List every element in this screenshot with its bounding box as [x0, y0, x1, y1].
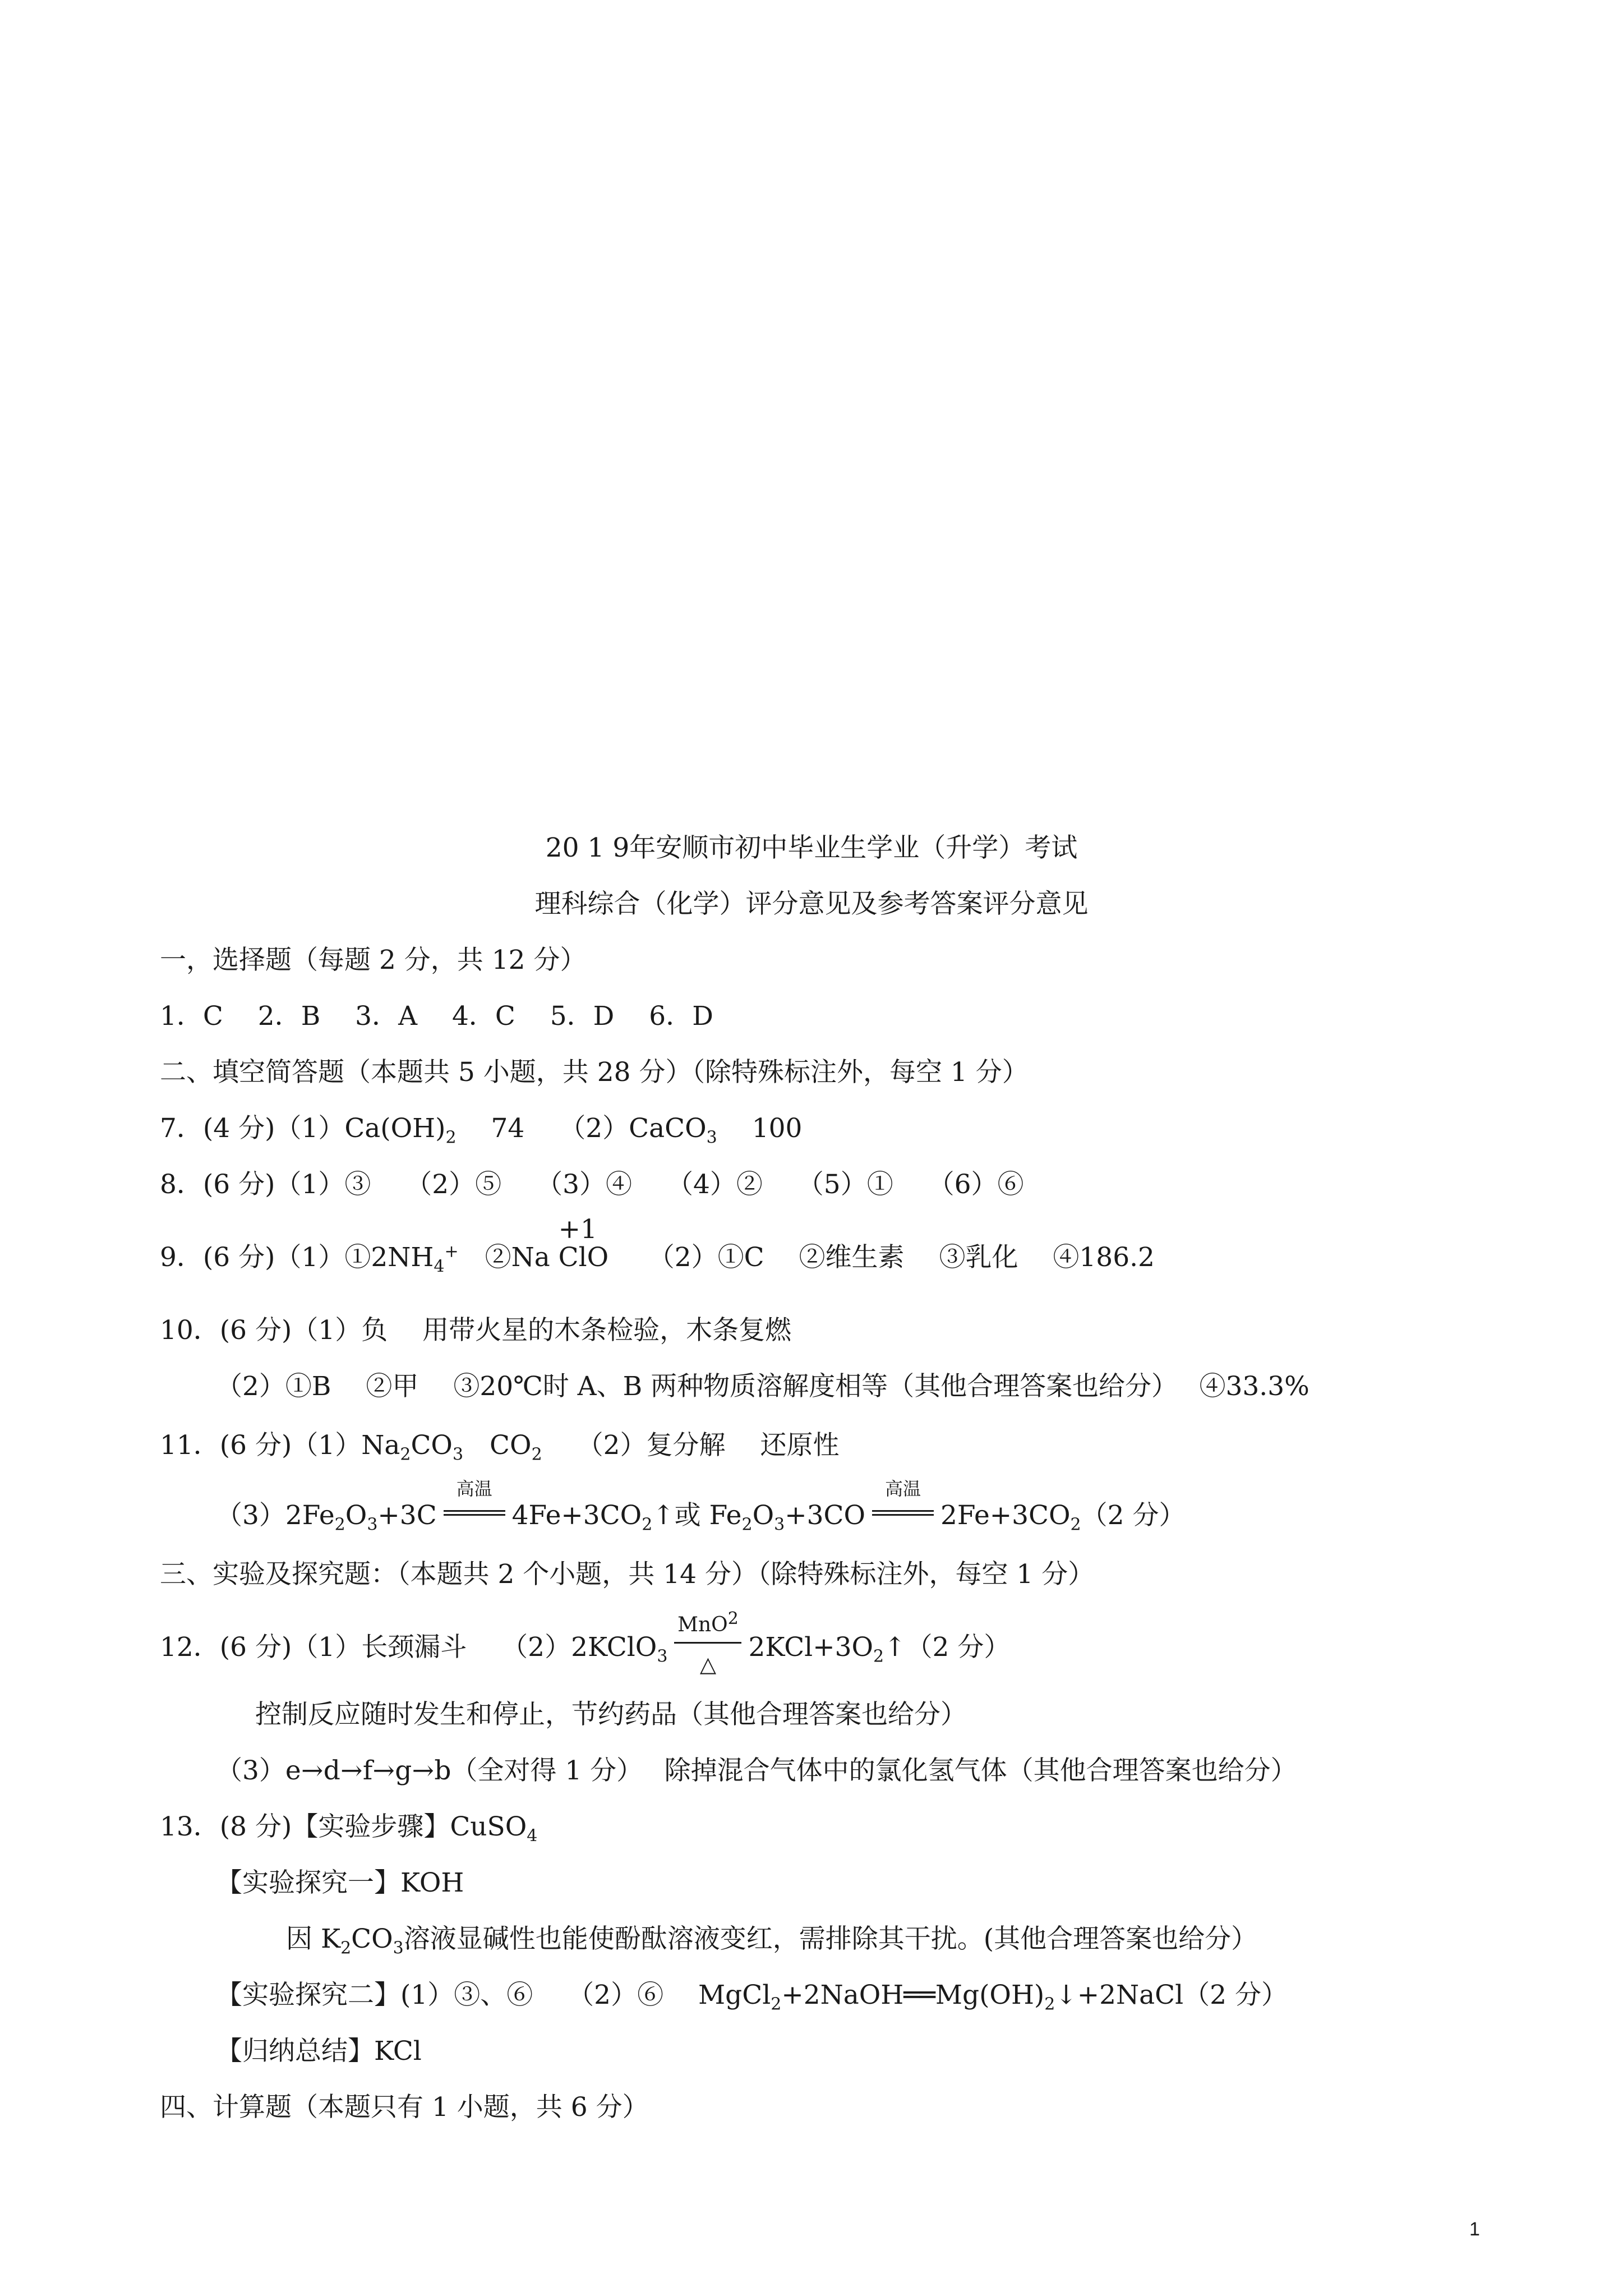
q12-part-b: 2KCl+3O	[748, 1632, 874, 1663]
arrow-icon: →	[412, 1755, 434, 1786]
q9-part-a: 9．(6 分)（1）①2NH	[160, 1242, 434, 1273]
reaction-condition-1	[444, 1478, 505, 1533]
section-3-heading: 三、实验及探究题：（本题共 2 个小题，共 14 分）（除特殊标注外，每空 1 分）	[160, 1559, 1095, 1590]
q9-cl-with-valence	[558, 1214, 597, 1274]
q13-line-3	[286, 1922, 1257, 1956]
q11-eq-f: O	[752, 1500, 774, 1531]
q11-eq-sub-4: 2	[741, 1515, 753, 1535]
q11-line-1	[160, 1429, 840, 1465]
double-line-1	[444, 1510, 505, 1516]
q13-line-4	[216, 1978, 1288, 2012]
exam-subtitle: 理科综合（化学）评分意见及参考答案评分意见	[534, 889, 1089, 919]
q11-eq-g: +3CO	[785, 1500, 865, 1531]
q12-part-a: 12．(6 分)（1）长颈漏斗 （2）2KClO	[160, 1632, 657, 1663]
q11-eq-a: （3）2Fe	[216, 1500, 335, 1531]
q9-answer	[160, 1214, 1155, 1277]
condition-heat: △	[699, 1652, 717, 1677]
q13c-b: CO	[351, 1924, 393, 1954]
section-1-answers: 1．C 2．B 3．A 4．C 5．D 6．D	[160, 1001, 713, 1032]
q9-sup: +	[444, 1241, 459, 1262]
q9-part-b: ②Na	[458, 1242, 559, 1273]
page-number: 1	[1469, 2219, 1480, 2240]
q11-eq-sub-3: 2	[642, 1515, 653, 1535]
q13-line-2: 【实验探究一】KOH	[216, 1867, 464, 1898]
q12c-e: b（全对得 1 分） 除掉混合气体中的氯化氢气体（其他合理答案也给分）	[434, 1755, 1297, 1786]
q10-line-2: （2）①B ②甲 ③20℃时 A、B 两种物质溶解度相等（其他合理答案也给分） ④33.3%	[216, 1371, 1310, 1402]
catalyst-formula: MnO	[677, 1613, 728, 1636]
q7-part-a: 7．(4 分)（1）Ca(OH)	[160, 1113, 446, 1144]
q11-eq-sub-2: 3	[367, 1515, 378, 1535]
arrow-icon: →	[340, 1755, 363, 1786]
arrow-icon: →	[301, 1755, 324, 1786]
single-line	[674, 1642, 741, 1644]
q11-part-c: CO	[463, 1430, 532, 1461]
q12-sub-1: 3	[657, 1646, 668, 1667]
q13d-sub-1: 2	[771, 1994, 782, 2014]
q13c-sub-1: 2	[340, 1938, 352, 1958]
q11-eq-sub-1: 2	[334, 1515, 345, 1535]
q12-sub-2: 2	[873, 1646, 884, 1667]
q11-sub-2: 3	[452, 1444, 464, 1465]
q12c-d: g	[395, 1755, 412, 1786]
q8-answer: 8．(6 分)（1）③ （2）⑤ （3）④ （4）② （5）① （6）⑥	[160, 1169, 1024, 1200]
q9-sub: 4	[434, 1257, 445, 1277]
q12c-c: f	[362, 1755, 373, 1786]
q7-answer	[160, 1112, 803, 1148]
q13c-c: 溶液显碱性也能使酚酞溶液变红，需排除其干扰。(其他合理答案也给分）	[403, 1924, 1258, 1954]
q13d-c: ↓+2NaCl（2 分）	[1055, 1980, 1288, 2010]
q11-part-d: （2）复分解 还原性	[542, 1430, 840, 1461]
q13c-a: 因 K	[286, 1924, 341, 1954]
q13d-a: 【实验探究二】(1）③、⑥ （2）⑥ MgCl	[216, 1980, 771, 2010]
q13d-sub-2: 2	[1044, 1994, 1055, 2014]
q11-eq-i: （2 分）	[1081, 1500, 1186, 1531]
catalyst-sup: 2	[727, 1609, 739, 1628]
arrow-icon: →	[372, 1755, 395, 1786]
q12c-b: d	[323, 1755, 340, 1786]
q13-line-5: 【归纳总结】KCl	[216, 2036, 422, 2067]
reaction-condition-2	[872, 1478, 934, 1533]
q13-line-1	[160, 1810, 537, 1844]
q11-eq-sub-6: 2	[1070, 1515, 1081, 1535]
q12-line-2: 控制反应随时发生和停止，节约药品（其他合理答案也给分）	[255, 1699, 967, 1730]
q11-line-2	[216, 1478, 1186, 1535]
q11-part-b: CO	[411, 1430, 453, 1461]
q9-valence: +1	[558, 1214, 597, 1245]
q12c-a: （3）e	[216, 1755, 301, 1786]
section-1-heading: 一，选择题（每题 2 分，共 12 分）	[160, 945, 587, 976]
condition-catalyst	[674, 1608, 741, 1642]
condition-high-temp-2: 高温	[884, 1478, 921, 1499]
q12-line-3	[216, 1754, 1297, 1788]
q11-sub-3: 2	[531, 1444, 542, 1465]
q13d-b: +2NaOH══Mg(OH)	[781, 1980, 1045, 2010]
q11-eq-sub-5: 3	[774, 1515, 785, 1535]
q12-part-c: ↑（2 分）	[884, 1632, 1011, 1663]
condition-high-temp-1: 高温	[456, 1478, 492, 1499]
q9-part-c: O （2）①C ②维生素 ③乳化 ④186.2	[587, 1242, 1155, 1273]
q11-eq-h: 2Fe+3CO	[940, 1500, 1071, 1531]
q11-eq-d: 4Fe+3CO	[511, 1500, 642, 1531]
q11-sub-1: 2	[400, 1444, 411, 1465]
section-4-heading: 四、计算题（本题只有 1 小题，共 6 分）	[160, 2092, 649, 2123]
q11-eq-c: +3C	[377, 1500, 437, 1531]
q7-part-b: 74 （2）CaCO	[456, 1113, 707, 1144]
q7-sub-2: 3	[706, 1128, 717, 1148]
q13a-sub: 4	[527, 1826, 538, 1846]
q9-cl: Cl	[558, 1242, 587, 1273]
q7-part-c: 100	[717, 1113, 803, 1144]
q11-part-a: 11．(6 分)（1）Na	[160, 1430, 400, 1461]
q12-line-1	[160, 1609, 1011, 1677]
q7-sub-1: 2	[445, 1128, 457, 1148]
q11-eq-b: O	[345, 1500, 367, 1531]
q13c-sub-2: 3	[393, 1938, 404, 1958]
q13a-text: 13．(8 分)【实验步骤】CuSO	[160, 1811, 527, 1842]
exam-title: 20 1 9年安顺市初中毕业生学业（升学）考试	[545, 832, 1078, 863]
q11-eq-e: ↑或 Fe	[652, 1500, 742, 1531]
q10-line-1: 10．(6 分)（1）负 用带火星的木条检验，木条复燃	[160, 1315, 792, 1346]
double-line-2	[872, 1510, 934, 1516]
section-2-heading: 二、填空简答题（本题共 5 小题，共 28 分）（除特殊标注外，每空 1 分）	[160, 1057, 1029, 1088]
reaction-condition-3	[674, 1609, 741, 1677]
